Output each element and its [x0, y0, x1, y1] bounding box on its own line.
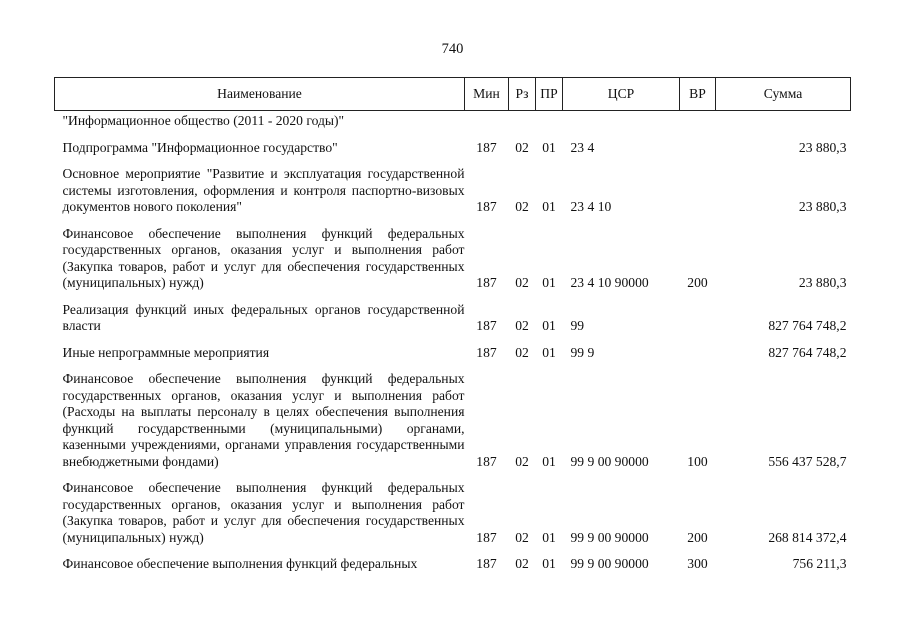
row-sum: 756 211,3	[792, 556, 847, 571]
row-csr: 23 4 10 90000	[570, 275, 649, 290]
row-sum: 268 814 372,4	[768, 529, 847, 545]
row-name: Основное мероприятие "Развитие и эксплуатация государственной системы изготовления, оформления и контроля паспортно-визовых документов нового поколения"	[62, 166, 465, 214]
row-min: 187	[476, 556, 497, 571]
row-name: Иные непрограммные мероприятия	[62, 344, 270, 360]
row-sum	[716, 111, 851, 130]
header-sum: Сумма	[716, 78, 851, 111]
row-min: 187	[476, 453, 497, 469]
row-name: Финансовое обеспечение выполнения функций федеральных государственных органов, оказания услуг и выполнения работ (Расходы на выплаты персоналу в целях обеспечения выполнения функций государственными (муниципальными) органами, казенными учреждениями, органами управления государственными внебюджетными фондами)	[62, 371, 465, 469]
header-rz: Рз	[509, 78, 536, 111]
row-rz: 02	[515, 199, 529, 214]
row-vr	[680, 140, 716, 157]
row-csr: 99 9 00 90000	[570, 529, 649, 545]
row-rz: 02	[515, 275, 529, 290]
row-vr	[680, 111, 716, 130]
row-min: 187	[476, 318, 497, 333]
row-sum: 23 880,3	[798, 275, 847, 290]
table-row	[55, 302, 851, 335]
row-min	[465, 111, 509, 130]
row-vr: 200	[687, 529, 708, 545]
row-min: 187	[476, 139, 497, 155]
row-sum: 23 880,3	[798, 139, 847, 155]
table-row	[55, 166, 851, 216]
table-header-row	[55, 78, 851, 111]
header-csr: ЦСР	[563, 78, 680, 111]
row-csr: 23 4	[570, 139, 595, 155]
row-rz	[509, 111, 536, 130]
row-name: Финансовое обеспечение выполнения функций федеральных	[62, 556, 418, 571]
row-name: Финансовое обеспечение выполнения функций федеральных государственных органов, оказания услуг и выполнения работ (Закупка товаров, работ и услуг для обеспечения государственных (муниципальных) нужд)	[62, 480, 465, 545]
row-sum: 827 764 748,2	[768, 318, 847, 333]
table-row	[55, 226, 851, 292]
row-csr: 23 4 10	[570, 199, 612, 214]
header-min: Мин	[465, 78, 509, 111]
row-name: "Информационное общество (2011 - 2020 годы)"	[62, 113, 345, 128]
row-pr: 01	[542, 199, 556, 214]
row-csr: 99 9 00 90000	[570, 556, 649, 571]
row-rz: 02	[515, 318, 529, 333]
row-vr: 200	[687, 275, 708, 290]
header-pr: ПР	[536, 78, 563, 111]
row-pr: 01	[542, 453, 556, 469]
row-pr: 01	[542, 318, 556, 333]
row-name: Реализация функций иных федеральных органов государственной власти	[62, 301, 465, 333]
row-min: 187	[476, 529, 497, 545]
row-vr: 100	[687, 453, 708, 469]
header-vr: ВР	[680, 78, 716, 111]
header-name: Наименование	[55, 78, 465, 111]
row-rz: 02	[515, 344, 529, 360]
page-number: 740	[441, 41, 464, 57]
table-row	[55, 371, 851, 470]
row-pr: 01	[542, 529, 556, 545]
row-min: 187	[476, 199, 497, 214]
table-row	[55, 140, 851, 157]
row-sum: 23 880,3	[798, 199, 847, 214]
row-pr	[536, 111, 563, 130]
row-csr: 99 9 00 90000	[570, 453, 649, 469]
row-min: 187	[476, 275, 497, 290]
row-pr: 01	[542, 556, 556, 571]
row-vr	[680, 302, 716, 335]
row-csr: 99 9	[570, 344, 595, 360]
row-pr: 01	[542, 275, 556, 290]
budget-table	[54, 77, 851, 573]
row-rz: 02	[515, 453, 529, 469]
row-rz: 02	[515, 556, 529, 571]
row-rz: 02	[515, 529, 529, 545]
row-sum: 827 764 748,2	[768, 344, 847, 360]
row-pr: 01	[542, 344, 556, 360]
row-min: 187	[476, 344, 497, 360]
row-name: Финансовое обеспечение выполнения функций федеральных государственных органов, оказания услуг и выполнения работ (Закупка товаров, работ и услуг для обеспечения государственных (муниципальных) нужд)	[62, 225, 465, 290]
table-row	[55, 111, 851, 130]
row-vr: 300	[687, 556, 708, 571]
row-name: Подпрограмма "Информационное государство"	[62, 139, 338, 155]
row-csr	[563, 111, 680, 130]
row-vr	[680, 345, 716, 362]
row-sum: 556 437 528,7	[768, 453, 847, 469]
row-csr: 99	[570, 318, 585, 333]
table-row	[55, 480, 851, 546]
table-row	[55, 345, 851, 362]
table-row	[55, 556, 851, 573]
row-vr	[680, 166, 716, 216]
row-pr: 01	[542, 139, 556, 155]
row-rz: 02	[515, 139, 529, 155]
